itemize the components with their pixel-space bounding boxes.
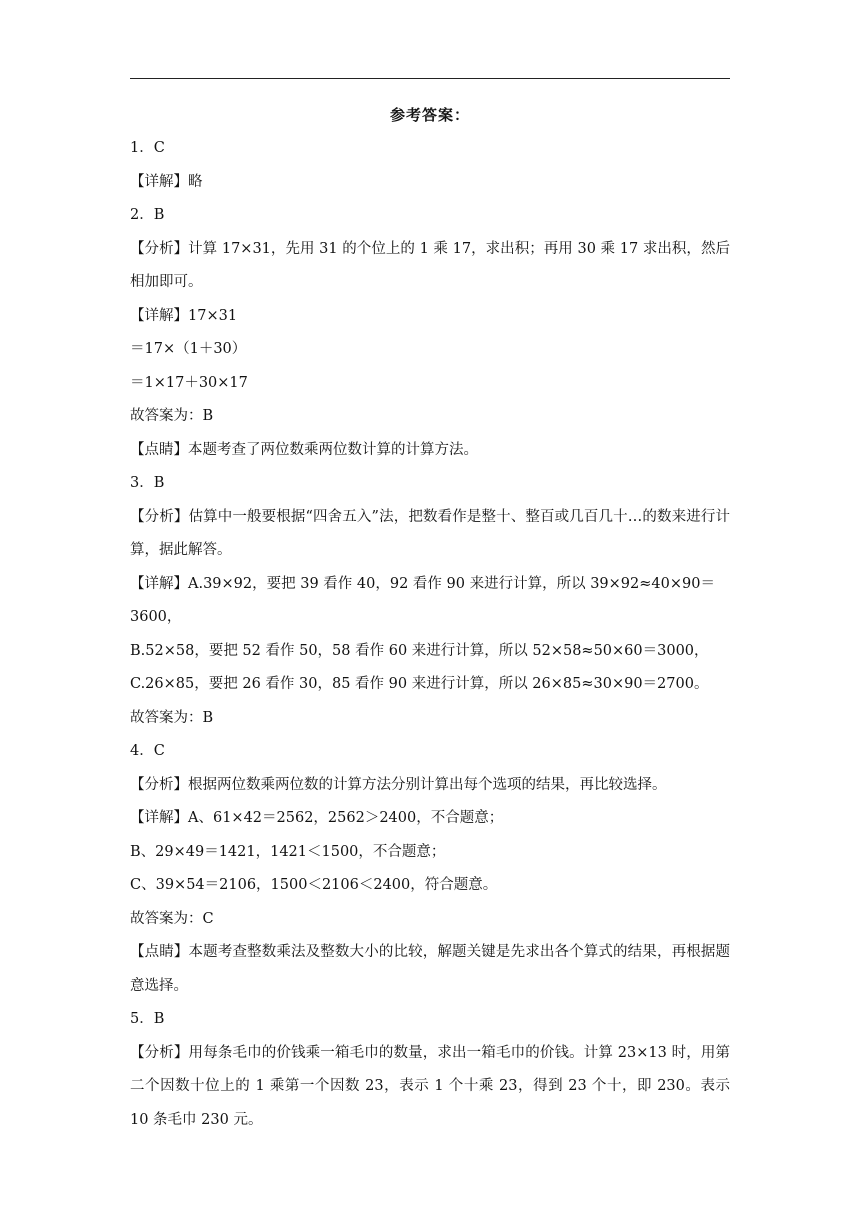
answer-5-analysis: 【分析】用每条毛巾的价钱乘一箱毛巾的数量，求出一箱毛巾的价钱。计算 23×13 时，用第二个因数十位上的 1 乘第一个因数 23，表示 1 个十乘 23，得到 23 个十，即 230。表示 10 条毛巾 230 元。 <box>130 1044 735 1128</box>
answer-2-comment: 【点睛】本题考查了两位数乘两位数计算的计算方法。 <box>130 441 478 458</box>
answer-4-comment: 【点睛】本题考查整数乘法及整数大小的比较，解题关键是先求出各个算式的结果，再根据题意选择。 <box>130 944 730 994</box>
page-title: 参考答案： <box>389 106 470 124</box>
answer-3-detail-c: C.26×85，要把 26 看作 30，85 看作 90 来进行计算，所以 26×85≈30×90＝2700。 <box>130 676 709 692</box>
answer-2-detail: 【详解】17×31 <box>130 307 238 324</box>
answer-4-choice: 4．C <box>130 743 165 759</box>
answer-4-conclusion: 故答案为：C <box>130 910 214 927</box>
answer-2-step-1: ＝17×（1＋30） <box>130 341 247 357</box>
answer-5-choice: 5．B <box>130 1011 165 1027</box>
answer-3-analysis: 【分析】估算中一般要根据“四舍五入”法，把数看作是整十、整百或几百几十…的数来进行计算，据此解答。 <box>130 508 730 558</box>
answer-3-conclusion: 故答案为：B <box>130 709 214 726</box>
answer-3-detail-a: 【详解】A.39×92，要把 39 看作 40，92 看作 90 来进行计算，所以 39×92≈40×90＝3600， <box>130 575 715 625</box>
answer-1-choice: 1．C <box>130 140 165 156</box>
answer-2-choice: 2．B <box>130 207 165 223</box>
answer-4-detail-a: 【详解】A、61×42＝2562，2562＞2400，不合题意； <box>130 810 504 826</box>
answer-3-detail-b: B.52×58，要把 52 看作 50，58 看作 60 来进行计算，所以 52×58≈50×60＝3000， <box>130 642 709 659</box>
answer-1-detail: 【详解】略 <box>130 173 203 190</box>
answer-3-choice: 3．B <box>130 475 165 491</box>
header-rule <box>130 78 730 79</box>
answer-2-analysis: 【分析】计算 17×31，先用 31 的个位上的 1 乘 17，求出积；再用 30 乘 17 求出积，然后相加即可。 <box>130 240 730 290</box>
answer-4-analysis: 【分析】根据两位数乘两位数的计算方法分别计算出每个选项的结果，再比较选择。 <box>130 776 667 793</box>
answer-4-detail-c: C、39×54＝2106，1500＜2106＜2400，符合题意。 <box>130 877 498 893</box>
answer-body <box>130 132 735 1137</box>
answer-2-conclusion: 故答案为：B <box>130 408 214 424</box>
answer-2-step-2: ＝1×17＋30×17 <box>130 374 248 391</box>
answer-4-detail-b: B、29×49＝1421，1421＜1500，不合题意； <box>130 843 446 860</box>
